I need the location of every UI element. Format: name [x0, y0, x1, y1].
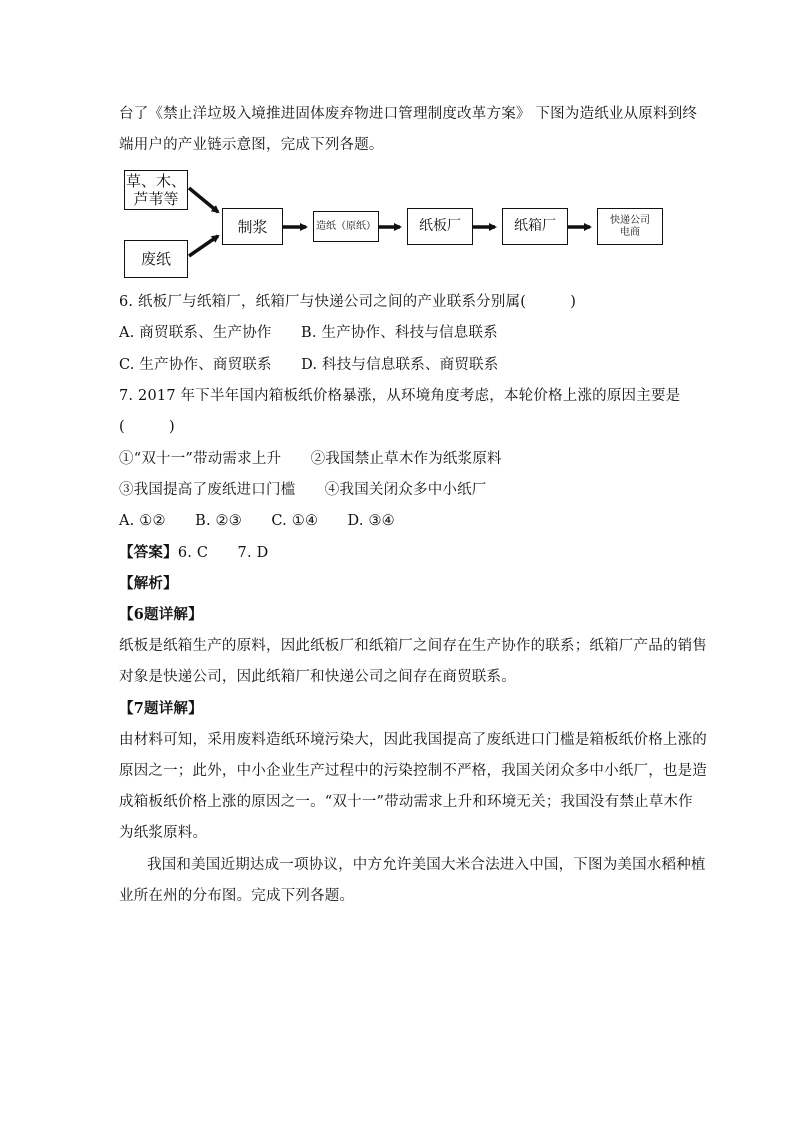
- q6-detail-label: 【6题详解】: [119, 606, 203, 623]
- q7-detail-line-2: 原因之一；此外，中小企业生产过程中的污染控制不严格，我国关闭众多中小纸厂，也是造: [119, 763, 707, 779]
- node-paper-making: [313, 211, 379, 242]
- answer-line: [119, 541, 268, 562]
- node-raw-label-2: 芦苇等: [133, 190, 179, 208]
- node-end-label-2: 电商: [620, 226, 640, 238]
- answer-text: 6. C 7. D: [177, 545, 269, 561]
- q6-options-cd: C. 生产协作、商贸联系 D. 科技与信息联系、商贸联系: [119, 357, 499, 373]
- diagram-arrows: [0, 0, 794, 300]
- q7-items-12: ①“双十一”带动需求上升 ②我国禁止草木作为纸浆原料: [119, 451, 502, 467]
- node-waste-paper: [124, 240, 188, 278]
- q7-detail-line-3: 成箱板纸价格上涨的原因之一。“双十一”带动需求上升和环境无关；我国没有禁止草木作: [119, 794, 693, 810]
- q7-detail-line-4: 为纸浆原料。: [119, 825, 208, 841]
- node-pulping: [222, 208, 283, 245]
- node-paper-label: 造纸（原纸）: [316, 220, 376, 232]
- node-board-label: 纸板厂: [419, 218, 461, 235]
- arrow-raw-to-pulp: [189, 188, 218, 212]
- node-box-factory: [502, 208, 568, 245]
- node-board-factory: [407, 208, 473, 245]
- analysis-label: 【解析】: [119, 575, 178, 592]
- q7-paren: ( ): [119, 419, 175, 435]
- node-end-users: [597, 208, 663, 245]
- q6-options-ab: A. 商贸联系、生产协作 B. 生产协作、科技与信息联系: [119, 325, 498, 341]
- next-passage-line-1: 我国和美国近期达成一项协议，中方允许美国大米合法进入中国，下图为美国水稻种植: [147, 857, 706, 873]
- node-raw-materials: [124, 170, 188, 210]
- node-raw-label-1: 草、木、: [125, 172, 186, 190]
- q7-items-34: ③我国提高了废纸进口门槛 ④我国关闭众多中小纸厂: [119, 482, 487, 498]
- intro-line-2: 端用户的产业链示意图，完成下列各题。: [119, 137, 384, 153]
- q7-stem: 7. 2017 年下半年国内箱板纸价格暴涨，从环境角度考虑，本轮价格上涨的原因主要是: [119, 388, 681, 404]
- node-end-label-1: 快递公司: [610, 214, 650, 226]
- arrow-waste-to-pulp: [189, 236, 218, 256]
- q6-detail-line-2: 对象是快递公司，因此纸箱厂和快递公司之间存在商贸联系。: [119, 669, 516, 685]
- q6-detail-line-1: 纸板是纸箱生产的原料，因此纸板厂和纸箱厂之间存在生产协作的联系；纸箱厂产品的销售: [119, 638, 707, 654]
- node-pulp-label: 制浆: [237, 217, 268, 236]
- node-waste-label: 废纸: [140, 250, 171, 268]
- q7-detail-line-1: 由材料可知，采用废料造纸环境污染大，因此我国提高了废纸进口门槛是箱板纸价格上涨的: [119, 732, 707, 748]
- q7-detail-label: 【7题详解】: [119, 700, 203, 717]
- next-passage-line-2: 业所在州的分布图。完成下列各题。: [119, 888, 355, 904]
- intro-line-1: 台了《禁止洋垃圾入境推进固体废弃物进口管理制度改革方案》 下图为造纸业从原料到终: [119, 106, 698, 122]
- q6-stem: 6. 纸板厂与纸箱厂，纸箱厂与快递公司之间的产业联系分别属( ): [119, 294, 577, 310]
- q7-options: A. ①② B. ②③ C. ①④ D. ③④: [119, 513, 395, 529]
- answer-label: 【答案】: [119, 544, 178, 561]
- node-box-label: 纸箱厂: [514, 218, 556, 235]
